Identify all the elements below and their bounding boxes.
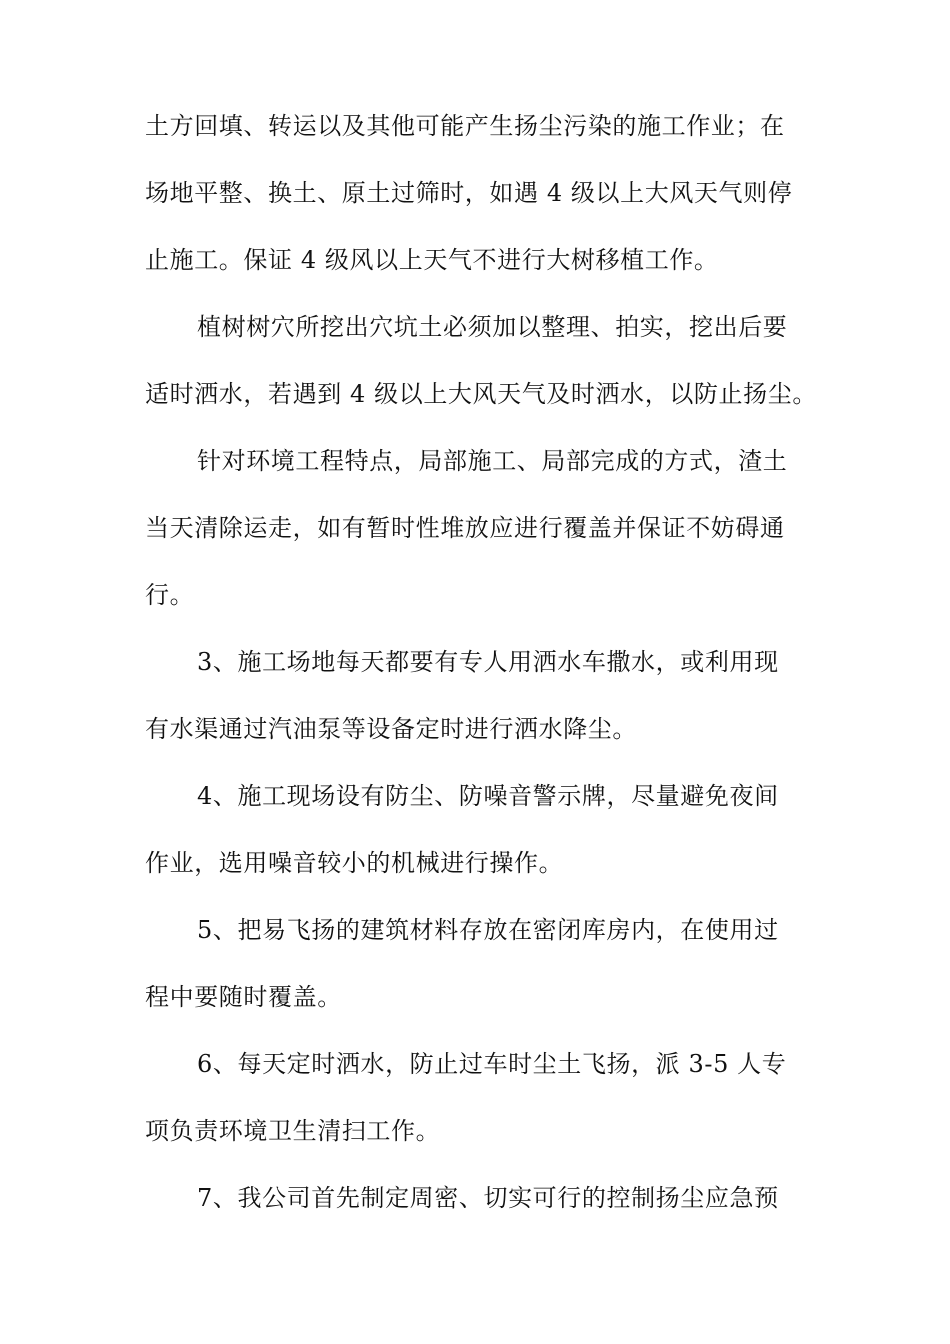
text-line: 土方回填、转运以及其他可能产生扬尘污染的施工作业；在 <box>145 112 785 140</box>
text-line: 当天清除运走，如有暂时性堆放应进行覆盖并保证不妨碍通 <box>145 514 785 542</box>
text-line: 3、施工场地每天都要有专人用洒水车撒水，或利用现 <box>197 648 779 676</box>
text-line: 作业，选用噪音较小的机械进行操作。 <box>145 849 564 877</box>
text-line: 6、每天定时洒水，防止过车时尘土飞扬，派 3-5 人专 <box>197 1050 787 1078</box>
text-line: 场地平整、换土、原土过筛时，如遇 4 级以上大风天气则停 <box>145 179 793 207</box>
text-line: 7、我公司首先制定周密、切实可行的控制扬尘应急预 <box>197 1184 779 1212</box>
text-line: 适时洒水，若遇到 4 级以上大风天气及时洒水，以防止扬尘。 <box>145 380 817 408</box>
text-line: 止施工。保证 4 级风以上天气不进行大树移植工作。 <box>145 246 719 274</box>
text-line: 有水渠通过汽油泵等设备定时进行洒水降尘。 <box>145 715 637 743</box>
text-line: 针对环境工程特点，局部施工、局部完成的方式，渣土 <box>197 447 788 475</box>
text-line: 植树树穴所挖出穴坑土必须加以整理、拍实，挖出后要 <box>197 313 788 341</box>
text-line: 项负责环境卫生清扫工作。 <box>145 1117 441 1145</box>
text-line: 5、把易飞扬的建筑材料存放在密闭库房内，在使用过 <box>197 916 779 944</box>
text-line: 4、施工现场设有防尘、防噪音警示牌，尽量避免夜间 <box>197 782 779 810</box>
text-line: 程中要随时覆盖。 <box>145 983 342 1011</box>
text-line: 行。 <box>145 581 195 609</box>
